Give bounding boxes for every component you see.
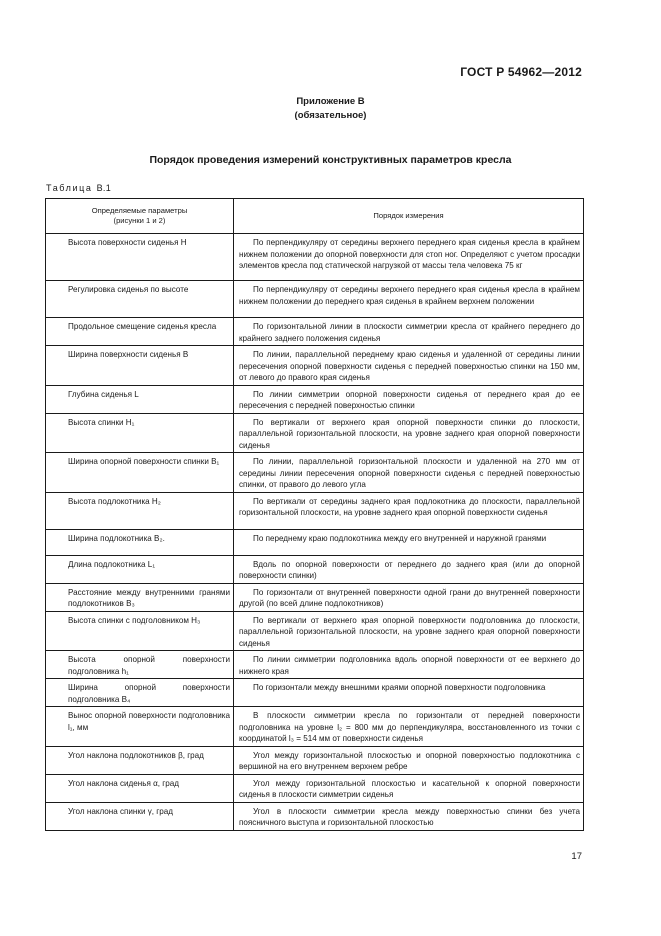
table-label-number: В.1: [96, 183, 112, 193]
procedure-cell: По вертикали от середины заднего края подлокотника до плоскости, параллельной горизонтальной плоскости, на уровне заднего края опорной поверхности сиденья: [234, 492, 584, 529]
table-row: [46, 413, 584, 453]
parameter-cell: Вынос опорной поверхности подголовника l₁, мм: [46, 707, 234, 747]
parameter-cell: Высота поверхности сиденья H: [46, 234, 234, 281]
procedure-cell: Вдоль по опорной поверхности от переднего до заднего края (или до опорной поверхности спинки): [234, 555, 584, 583]
section-title: Порядок проведения измерений конструктивных параметров кресла: [149, 154, 512, 166]
annex-title: Приложение В: [296, 96, 365, 107]
parameter-cell: Длина подлокотника L₁: [46, 555, 234, 583]
procedure-cell: По линии, параллельной переднему краю сиденья и удаленной от середины линии пересечения опорной поверхности сиденья с передней поверхностью спинки на 150 мм, от левого до правого края сиденья: [234, 346, 584, 386]
annex-status: (обязательное): [294, 110, 367, 121]
table-row: [46, 492, 584, 529]
parameter-cell: Угол наклона сиденья α, град: [46, 774, 234, 802]
parameter-cell: Ширина поверхности сиденья B: [46, 346, 234, 386]
parameter-cell: Регулировка сиденья по высоте: [46, 281, 234, 318]
table-row: [46, 318, 584, 346]
table-row: [46, 707, 584, 747]
procedure-cell: По перпендикуляру от середины верхнего переднего края сиденья кресла в крайнем нижнем положении до переднего края сиденья в крайнем верхнем положении: [234, 281, 584, 318]
parameter-cell: Ширина опорной поверхности спинки B₁: [46, 453, 234, 493]
parameter-cell: Высота подлокотника H₂: [46, 492, 234, 529]
parameter-cell: Продольное смещение сиденья кресла: [46, 318, 234, 346]
table-row: [46, 385, 584, 413]
header-procedure: Порядок измерения: [234, 199, 584, 234]
table-row: [46, 529, 584, 555]
procedure-cell: По горизонтальной линии в плоскости симметрии кресла от крайнего переднего до крайнего заднего положения сиденья: [234, 318, 584, 346]
table-row: [46, 774, 584, 802]
table-row: [46, 583, 584, 611]
parameter-cell: Расстояние между внутренними гранями подлокотников B₃: [46, 583, 234, 611]
procedure-cell: По вертикали от верхнего края опорной поверхности спинки до плоскости, параллельной горизонтальной плоскости, на уровне заднего края опорной поверхности сиденья: [234, 413, 584, 453]
table-header-row: [46, 199, 584, 234]
parameter-cell: Ширина подлокотника B₂.: [46, 529, 234, 555]
procedure-cell: Угол между горизонтальной плоскостью и опорной поверхностью подлокотника с вершиной на его внутреннем верхнем ребре: [234, 746, 584, 774]
table-label-word: Таблица: [46, 183, 93, 193]
procedure-cell: По переднему краю подлокотника между его внутренней и наружной гранями: [234, 529, 584, 555]
procedure-cell: По линии симметрии опорной поверхности сиденья от переднего края до ее пересечения с передней поверхностью спинки: [234, 385, 584, 413]
procedure-cell: По перпендикуляру от середины верхнего переднего края сиденья кресла в крайнем нижнем положении до опорной поверхности для стоп ног. Определяют с учетом просадки элементов кресла под статической нагрузкой от массы тела человека 75 кг: [234, 234, 584, 281]
table-row: [46, 746, 584, 774]
parameter-cell: Угол наклона спинки γ, град: [46, 802, 234, 830]
procedure-cell: По линии симметрии подголовника вдоль опорной поверхности от ее верхнего до нижнего края: [234, 651, 584, 679]
table-row: [46, 802, 584, 830]
page-number: 17: [571, 851, 582, 862]
table-row: [46, 611, 584, 651]
procedure-cell: По горизонтали от внутренней поверхности одной грани до внутренней поверхности другой (по всей длине подлокотников): [234, 583, 584, 611]
parameter-cell: Угол наклона подлокотников β, град: [46, 746, 234, 774]
procedure-cell: В плоскости симметрии кресла по горизонтали от передней поверхности подголовника на уровне l₂ = 800 мм до перпендикуляра, восстановленного из точки с координатой l₃ = 514 мм от поверхности сиденья: [234, 707, 584, 747]
measurement-table: [45, 198, 584, 831]
procedure-cell: Угол в плоскости симметрии кресла между поверхностью спинки без учета поясничного выступа и горизонтальной плоскостью: [234, 802, 584, 830]
table-row: [46, 555, 584, 583]
table-row: [46, 234, 584, 281]
table-row: [46, 346, 584, 386]
procedure-cell: Угол между горизонтальной плоскостью и касательной к опорной поверхности сиденья в плоскости симметрии сиденья: [234, 774, 584, 802]
parameter-cell: Высота опорной поверхности подголовника h₁: [46, 651, 234, 679]
table-row: [46, 281, 584, 318]
parameter-cell: Высота спинки с подголовником H₃: [46, 611, 234, 651]
header-parameters: [46, 199, 234, 234]
document-code: ГОСТ Р 54962—2012: [460, 65, 582, 79]
procedure-cell: По линии, параллельной горизонтальной плоскости и удаленной на 270 мм от середины линии пересечения опорной поверхности сиденья с передней поверхностью спинки, от правого до левого угла: [234, 453, 584, 493]
procedure-cell: По горизонтали между внешними краями опорной поверхности подголовника: [234, 679, 584, 707]
parameter-cell: Ширина опорной поверхности подголовника B₄: [46, 679, 234, 707]
parameter-cell: Глубина сиденья L: [46, 385, 234, 413]
table-row: [46, 679, 584, 707]
header-parameters-text: Определяемые параметры (рисунки 1 и 2): [91, 205, 188, 225]
table-row: [46, 453, 584, 493]
procedure-cell: По вертикали от верхнего края опорной поверхности подголовника до плоскости, параллельной горизонтальной плоскости, на уровне заднего края опорной поверхности сиденья: [234, 611, 584, 651]
table-row: [46, 651, 584, 679]
parameter-cell: Высота спинки H₁: [46, 413, 234, 453]
table-label: [46, 183, 111, 193]
